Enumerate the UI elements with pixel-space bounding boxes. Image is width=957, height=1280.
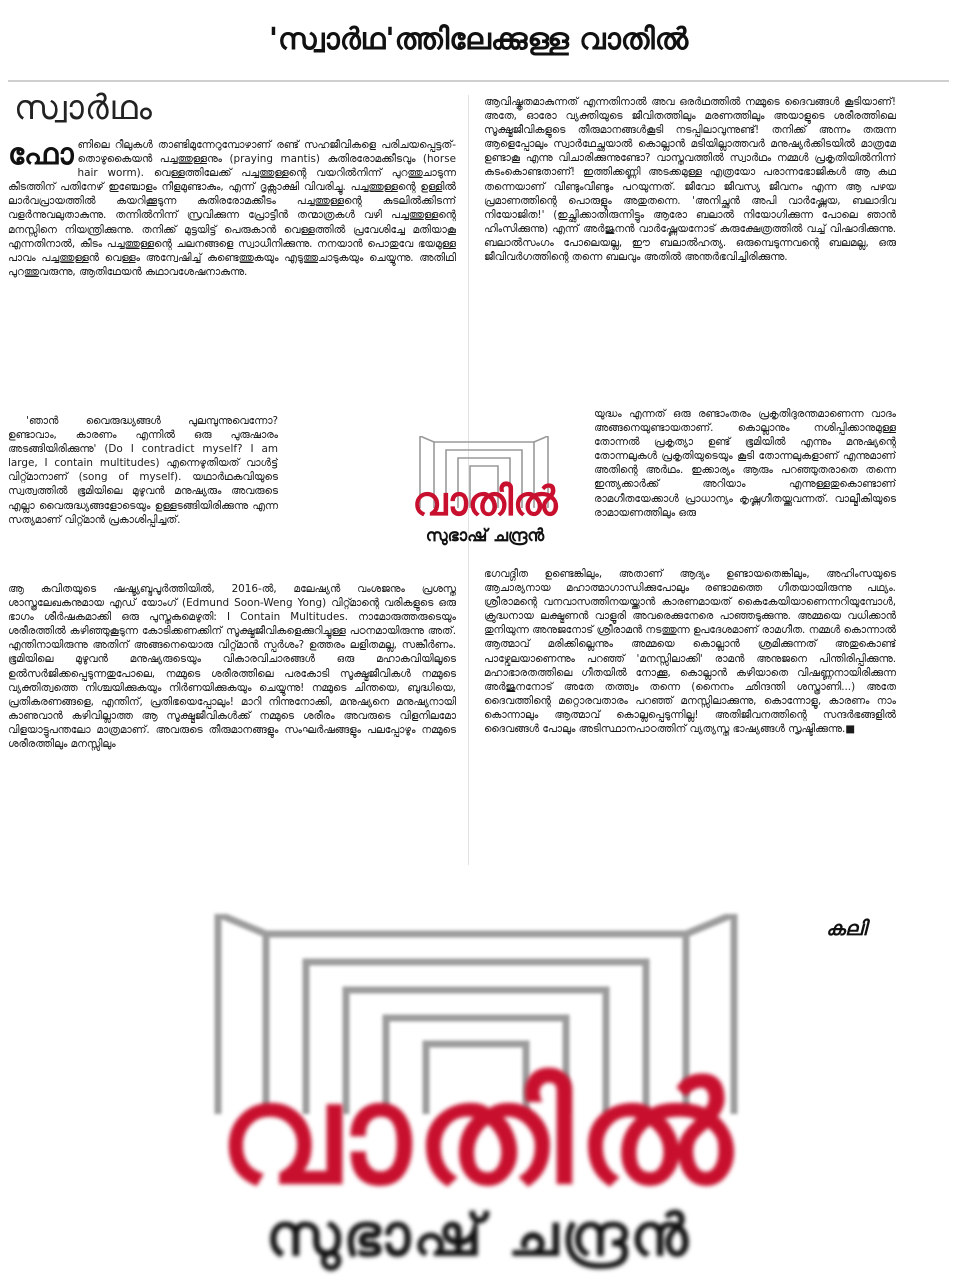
article-column-right-bottom bbox=[484, 567, 896, 877]
article-column-left-bottom bbox=[8, 582, 456, 870]
page-headline: 'സ്വാർഥ'ത്തിലേക്കുള്ള വാതിൽ bbox=[268, 22, 689, 57]
column-logo-brand: വാതിൽ bbox=[412, 479, 558, 525]
article-column-left-top bbox=[8, 138, 456, 414]
article-signoff: കലി bbox=[826, 916, 867, 940]
drop-cap: ഫോ bbox=[8, 138, 74, 172]
paragraph: യുദ്ധം എന്നത് ഒരു രണ്ടാംതരം പ്രകൃതിദുരന്തമാണെന്ന വാദം അങ്ങനെയുണ്ടായതാണ്. കൊല്ലാനും നശിപ്പിക്കാനുമുള്ള തോന്നൽ പ്രകൃത്യാ ഉണ്ട് ഭൂമിയിൽ എന്നും മനുഷ്യന്റെ തോന്നലുകൾ പ്രകൃതിയുടെയും കൂടി തോന്നലുകളാണ് എന്നുമാണ് അതിന്റെ അർഥം. ഇക്കാര്യം ആരും പറഞ്ഞുതരാതെ തന്നെ ഇന്ത്യക്കാർക്ക് അറിയാം എന്നുള്ളതുകൊണ്ടാണ് രാമഗീതയേക്കാൾ പ്രാധാന്യം കൃഷ്ണഗീതയ്ക്കുവന്നത്. വാല്മീകിയുടെ രാമായണത്തിലും ഒരു bbox=[594, 408, 896, 519]
paragraph: ഭഗവദ്ഗീത ഉണ്ടെങ്കിലും, അതാണ് ആദ്യം ഉണ്ടായതെങ്കിലും, അഹിംസയുടെ ആചാര്യനായ മഹാത്മാഗാന്ധിക്കുപോലും രണ്ടാമത്തെ ഗീതയായിരുന്നു പഥ്യം. ശ്രീരാമന്റെ വനവാസത്തിനയയ്ക്കാൻ കാരണമായത് കൈകേയിയാണെന്നറിയുമ്പോൾ, ക്രുദ്ധനായ ലക്ഷ്മണൻ വാളൂരി അവരെക്കുനേരെ പാഞ്ഞടുക്കുന്നു. അമ്മയെ വധിക്കാൻ തുനിയുന്ന അനുജനോട് ശ്രീരാമൻ നടത്തുന്ന ഉപദേശമാണ് രാമഗീത. നമ്മൾ കൊന്നാൽ ആത്മാവ് മരിക്കില്ലെന്നും അമ്മയെ കൊല്ലാൻ ശ്രമിക്കുന്നത് അതുകൊണ്ട് പാഴ്വേലയാണെന്നും പറഞ്ഞ് 'മനസ്സിലാക്കി' രാമൻ അനുജനെ പിന്തിരിപ്പിക്കുന്നു. മഹാഭാരതത്തിലെ ഗീതയിൽ നോക്കൂ, കൊല്ലാൻ കഴിയാതെ വിഷണ്ണനായിരിക്കുന്ന അർജുനനോട് അതേ തത്ത്വം തന്നെ (നൈനം ഛിന്ദന്തി ശസ്ത്രാണി...) അതേ ദൈവത്തിന്റെ മറ്റൊരവതാരം പറഞ്ഞ് മനസ്സിലാക്കുന്നു, കൊന്നോളൂ, കാരണം നാം കൊന്നാലും ആത്മാവ് കൊല്ലപ്പെടുന്നില്ല! അതിജീവനത്തിന്റെ സന്ദർഭങ്ങളിൽ ദൈവങ്ങൾ പോലും അടിസ്ഥാനപാഠത്തിന് വ്യത്യസ്ത ഭാഷ്യങ്ങൾ സൃഷ്ടിക്കുന്നു.■ bbox=[484, 568, 896, 736]
paragraph: 'ഞാൻ വൈരുദ്ധ്യങ്ങൾ പുലമ്പുന്നുവെന്നോ? ഉണ്ടാവാം, കാരണം എന്നിൽ ഒരു പുരുഷാരം അടങ്ങിയിരിക്കുന്നു' (Do I contradict myself? I am large, I contain multitudes) എന്നെഴുതിയത് വാൾട്ട് വിറ്റ്മാനാണ് (song of myself). യഥാർഥകവിയുടെ സ്വത്വത്തിൽ ഭൂമിയിലെ മുഴുവൻ മനുഷ്യരും അവരുടെ എല്ലാ വൈരുദ്ധ്യങ്ങളോടെയും ഉള്ളടങ്ങിയിരിക്കുന്നു എന്ന സത്യമാണ് വിറ്റ്മാൻ പ്രകാശിപ്പിച്ചത്. bbox=[8, 415, 278, 526]
banner-logo-author: സുഭാഷ് ചന്ദ്രൻ bbox=[266, 1201, 691, 1269]
article-title: സ്വാർഥം bbox=[14, 88, 153, 128]
paragraph: ണിലെ റീലുകൾ താണ്ടിമുന്നേറുമ്പോഴാണ് രണ്ട് സഹജീവികളെ പരിചയപ്പെട്ടത്- തൊഴുകൈയൻ പച്ചത്തുള്ളനും (praying mantis) കുതിരരോമക്കീടവും (horse hair worm). വെള്ളത്തിലേക്ക് പച്ചത്തുള്ളന്റെ വയറിൽനിന്ന് പുറത്തുചാടുന്ന കീടത്തിന് പതിനേഴ് ഇഞ്ചോളം നീളമുണ്ടാകും, എന്ന് ദൃക്സാക്ഷി വിവരിച്ചു. പച്ചത്തുള്ളന്റെ ഉള്ളിൽ ലാർവപ്രായത്തിൽ കയറിക്കൂടുന്ന കുതിരരോമക്കീടം പച്ചത്തുള്ളന്റെ കുടലിൽക്കിടന്ന് വളർന്നുവലുതാകുന്നു. തന്നിൽനിന്ന് സ്രവിക്കുന്ന പ്രോട്ടീൻ തന്മാത്രകൾ വഴി പച്ചത്തുള്ളന്റെ മനസ്സിനെ നിയന്ത്രിക്കുന്നു. തനിക്ക് മുട്ടയിട്ട് പെരുകാൻ വെള്ളത്തിൽ പ്രവേശിച്ചേ മതിയാകൂ എന്നതിനാൽ, കീടം പച്ചത്തുള്ളന്റെ ചലനങ്ങളെ സ്വാധീനിക്കുന്നു. നനയാൻ പൊതുവേ ഭയമുള്ള പാവം പച്ചത്തുള്ളൻ വെള്ളം അന്വേഷിച്ച് കണ്ടെത്തുകയും എടുത്തുചാടുകയും ചെയ്യുന്നു. അതിഥി പുറത്തുവരുന്നു, ആതിഥേയൻ കഥാവശേഷനാകുന്നു. bbox=[8, 139, 456, 278]
banner-logo bbox=[0, 900, 957, 1280]
paragraph: ആവിഷ്കൃതമാകുന്നത് എന്നതിനാൽ അവ ഒരർഥത്തിൽ നമ്മുടെ ദൈവങ്ങൾ കൂടിയാണ്! അതേ, ഓരോ വ്യക്തിയുടെ ജീവിതത്തിലും മരണത്തിലും അയാളുടെ ശരീരത്തിലെ സൂക്ഷ്മജീവികളുടെ തീരുമാനങ്ങൾകൂടി നടപ്പിലാവുന്നുണ്ട്! തനിക്ക് അന്നം തരുന്ന ആളെപ്പോലും സ്വാർഥേച്ഛയാൽ കൊല്ലാൻ മടിയില്ലാത്തവർ മനുഷ്യർക്കിടയിൽ മാത്രമേ ഉണ്ടാകൂ എന്നു വിചാരിക്കുന്നുണ്ടോ? വാസ്തവത്തിൽ സ്വാർഥം നമ്മൾ പ്രകൃതിയിൽനിന്ന് കടംകൊണ്ടതാണ്! ഇത്തിക്കണ്ണി അടക്കമുള്ള എത്രയോ പരാന്നഭോജികൾ ആ കഥ തന്നെയാണ് വീണ്ടുംവീണ്ടും പറയുന്നത്. ജീവോ ജീവസ്യ ജീവനം എന്ന ആ പഴയ പ്രമാണത്തിന്റെ പൊരുളും അതുതന്നെ. 'അനിച്ഛൻ അപി വാർഷ്ണേയ, ബലാദിവ നിയോജിത!' (ഇച്ഛിക്കാതിരുന്നിട്ടും ആരോ ബലാൽ നിയോഗിക്കുന്ന പോലെ ഞാൻ ഹിംസിക്കുന്നു) എന്ന് അർജുനൻ വാർഷ്ണേയനോട് കുരുക്ഷേത്രത്തിൽ വച്ച് വിഷാദിക്കുന്നു. ബലാൽസംഗം പോലെയല്ല, ഈ ബലാൽഹത്യ. ഒരുമ്പെടുന്നവന്റെ ബലമല്ല, ഒരു ജീവിവർഗത്തിന്റെ തന്നെ ബലവും അതിൽ അന്തർഭവിച്ചിരിക്കുന്നു. bbox=[484, 96, 896, 264]
column-logo bbox=[380, 436, 590, 556]
article-column-right-middle bbox=[594, 407, 896, 567]
column-logo-author: സുഭാഷ് ചന്ദ്രൻ bbox=[425, 526, 545, 546]
article-column-left-middle bbox=[8, 414, 278, 582]
banner-logo-brand: വാതിൽ bbox=[219, 1054, 738, 1215]
article-column-right-top bbox=[484, 95, 896, 407]
paragraph: ആ കവിതയുടെ ഷഷ്ട്യബ്ദപൂർത്തിയിൽ, 2016-ൽ, മലേഷ്യൻ വംശജനും പ്രശസ്ത ശാസ്ത്രലേഖകനുമായ എഡ് യോംഗ് (Edmund Soon-Weng Yong) വിറ്റ്മാന്റെ വരികളുടെ ഒരു ഭാഗം ശീർഷകമാക്കി ഒരു പുസ്തകമെഴുതി: I Contain Multitudes. നാമോരുത്തരുടെയും ശരീരത്തിൽ കഴിഞ്ഞുകൂടുന്ന കോടിക്കണക്കിന് സൂക്ഷ്മജീവികളെക്കുറിച്ചുള്ള പഠനമായിരുന്നു അത്. എന്തിനായിരുന്നു അതിന് അങ്ങനെയൊരു വിറ്റ്മാൻ സ്പർശം? ഉത്തരം ലളിതമല്ല, സങ്കീർണം. ഭൂമിയിലെ മുഴുവൻ മനുഷ്യരുടെയും വികാരവിചാരങ്ങൾ ഒരു മഹാകവിയിലൂടെ ഉൽസർജിക്കപ്പെടുന്നതുപോലെ, നമ്മുടെ ശരീരത്തിലെ പരകോടി സൂക്ഷ്മജീവികൾ നമ്മുടെ വ്യക്തിത്വത്തെ നിശ്ചയിക്കുകയും നിർണയിക്കുകയും ചെയ്യുന്നു! നമ്മുടെ ചിന്തയെ, ബുദ്ധിയെ, പ്രതികരണങ്ങളെ, എന്തിന്, പ്രതിഭയെപ്പോലും! മാറി നിന്നുനോക്കി, മനുഷ്യനെ മനുഷ്യനായി കാണുവാൻ കഴിവില്ലാത്ത ആ സൂക്ഷ്മജീവികൾക്ക് നമ്മുടെ ശരീരം അവരുടെ വിളനിലമോ വിളയാട്ടുപന്തലോ മാത്രമാണ്. അവരുടെ തീരുമാനങ്ങളും സംഘർഷങ്ങളും പലപ്പോഴും നമ്മുടെ ശരീരത്തിലും മനസ്സിലും bbox=[8, 583, 456, 751]
header-rule bbox=[8, 80, 949, 82]
